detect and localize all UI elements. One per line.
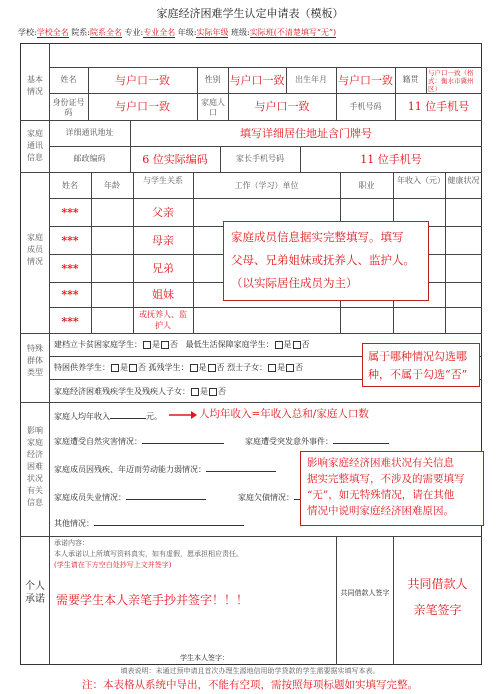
factors-note-line: 据实完整填写，不涉及的需要填写: [307, 473, 465, 485]
unemploy-label: 家庭成员失业情况：: [54, 493, 126, 502]
address-value[interactable]: 填写详细居住地址含门牌号: [240, 127, 372, 140]
contact-section-label: 家庭通讯信息: [27, 129, 43, 162]
school-label: 学校:: [18, 28, 37, 37]
promise-title: 承诺内容：: [54, 539, 89, 547]
coborrower-note: 共同借款人: [407, 577, 468, 591]
unemploy-input[interactable]: [126, 491, 206, 500]
grade-label: 年级:: [177, 28, 197, 37]
illness-label: 家庭成员因残疾、年迈而劳动能力弱情况：: [54, 465, 206, 474]
member-name[interactable]: ***: [61, 234, 79, 247]
checkbox-yes[interactable]: [143, 341, 151, 349]
members-section-label: 家庭成员情况: [27, 233, 43, 266]
promise-writing-area[interactable]: [54, 578, 332, 638]
factors-section-label: 影响家庭经济困难状况有关信息: [27, 426, 43, 507]
checkbox-no[interactable]: [209, 388, 217, 396]
yes-label: 是: [283, 340, 292, 349]
accident-row: [245, 435, 389, 446]
special-item-label: 最低生活保障家庭学生：: [185, 340, 274, 349]
id-value[interactable]: 与户口一致: [115, 100, 170, 113]
major-field[interactable]: 专业全名: [143, 28, 176, 37]
class-label: 班级:: [231, 28, 250, 37]
member-relation[interactable]: 兄弟: [152, 262, 174, 275]
checkbox-no[interactable]: [161, 341, 169, 349]
checkbox-yes[interactable]: [268, 364, 276, 372]
header-job: 职业: [358, 181, 375, 190]
accident-input[interactable]: [333, 435, 389, 444]
checkbox-yes[interactable]: [111, 364, 119, 372]
gender-value[interactable]: 与户口一致: [229, 74, 285, 87]
no-label: 否: [301, 340, 310, 349]
special-note-line: 种，不属于勾选“否”: [368, 368, 468, 381]
factors-note-line: “无”，如无特殊情况，请在其他: [307, 489, 455, 501]
header-health: 健康状况: [447, 176, 480, 185]
yes-label: 是: [200, 387, 208, 396]
warning-note: 注：本表格从系统中导出，不能有空项，需按照每项标题如实填写完整。: [82, 679, 418, 691]
no-label: 否: [216, 363, 225, 372]
income-row: [54, 410, 162, 421]
other-label: 其他情况：: [54, 519, 94, 528]
name-value[interactable]: 与户口一致: [115, 74, 170, 87]
origin-label: 籍贯: [402, 75, 419, 84]
school-line: [18, 29, 336, 38]
hukou-value[interactable]: 与户口一致: [254, 100, 310, 113]
members-note-line: （以实际居住成员为主）: [231, 276, 358, 290]
special-note-box: [362, 343, 480, 387]
page-title: 家庭经济困难学生认定申请表（模板）: [156, 7, 344, 20]
income-note: 人均年收入=年收入总和/家庭人口数: [199, 408, 369, 420]
parent-phone-value[interactable]: 11 位手机号: [360, 153, 422, 166]
income-unit: 元。: [146, 412, 162, 421]
fill-note: 填表说明：未通过预申请且首次办理生源地信用助学贷款的学生需要据实填写本表。: [120, 667, 380, 675]
yes-label: 是: [120, 363, 128, 372]
special-note-line: 属于哪种情况勾选哪: [368, 350, 467, 363]
members-note-line: 父母、兄弟姐妹或抚养人、监护人。: [231, 253, 415, 267]
postal-label: 邮政编码: [73, 154, 106, 163]
disaster-input[interactable]: [142, 435, 224, 444]
special-row-3: [54, 388, 226, 396]
coborrower-note: 亲笔签字: [413, 603, 462, 617]
factors-note-box: [300, 451, 484, 526]
debt-row: [238, 491, 302, 502]
disaster-row: [54, 435, 224, 446]
illness-row: [54, 463, 276, 474]
postal-value[interactable]: 6 位实际编码: [142, 153, 208, 166]
header-relation: 与学生关系: [143, 176, 183, 185]
accident-label: 家庭遭受突发意外事件：: [245, 437, 333, 446]
members-note-box: [223, 221, 429, 301]
special-item-label: 孤残学生：: [148, 363, 189, 372]
school-field[interactable]: 学校全名: [36, 28, 69, 37]
members-note-line: 家庭成员信息据实完整填写。填写: [231, 230, 404, 244]
header-work: 工作（学习）单位: [234, 181, 299, 190]
yes-label: 是: [198, 363, 207, 372]
birth-label: 出生年月: [295, 75, 327, 84]
basic-section-label: 基本情况: [27, 75, 43, 96]
id-label: 身份证号码: [52, 98, 85, 117]
no-label: 否: [218, 387, 226, 396]
member-name[interactable]: ***: [61, 262, 79, 275]
no-label: 否: [170, 340, 178, 349]
unemploy-row: [54, 491, 206, 502]
special-section-label: 特殊群体类型: [27, 344, 43, 377]
grade-field[interactable]: 实际年级: [196, 28, 229, 37]
special-row-1: [54, 341, 310, 349]
member-relation[interactable]: 父亲: [152, 206, 174, 219]
yes-label: 是: [277, 363, 286, 372]
special-row-2: [54, 364, 303, 372]
special-item-label: 家庭经济困难残疾学生及残疾人子女：: [54, 387, 190, 396]
major-label: 专业:: [124, 28, 144, 37]
dept-field[interactable]: 院系全名: [89, 28, 122, 37]
checkbox-yes[interactable]: [190, 364, 198, 372]
origin-value[interactable]: 与户口一致（格式：衡水市冀州区）: [428, 69, 474, 93]
checkbox-no[interactable]: [293, 341, 301, 349]
copy-hint: (学生请在下方空白处抄写上文并签字): [54, 561, 172, 569]
yes-label: 是: [152, 340, 160, 349]
checkbox-no[interactable]: [208, 364, 216, 372]
income-label: 家庭人均年收入: [54, 412, 110, 421]
illness-input[interactable]: [206, 463, 276, 472]
header-age: 年龄: [104, 181, 120, 190]
no-label: 否: [138, 363, 146, 372]
birth-value[interactable]: 与户口一致: [338, 74, 393, 87]
checkbox-no[interactable]: [286, 364, 294, 372]
special-item-label: 烈士子女：: [227, 363, 268, 372]
gender-label: 性别: [204, 75, 221, 84]
phone-label: 手机号码: [349, 102, 382, 111]
header-name: 姓名: [62, 181, 78, 190]
phone-value[interactable]: 11 位手机号: [407, 100, 470, 113]
debt-label: 家庭欠债情况：: [238, 493, 294, 502]
parent-phone-label: 家长手机号码: [236, 154, 284, 163]
checkbox-yes[interactable]: [191, 388, 199, 396]
name-label: 姓名: [60, 75, 77, 84]
header-income: 年收入（元）: [397, 176, 445, 185]
member-relation[interactable]: 姐妹: [152, 288, 174, 301]
hukou-label: 家庭人口: [201, 98, 225, 117]
special-item-label: 建档立卡贫困家庭学生：: [54, 340, 142, 349]
checkbox-yes[interactable]: [275, 341, 283, 349]
other-input[interactable]: [94, 517, 244, 526]
special-item-label: 特困供养学生：: [54, 363, 110, 372]
address-label: 详细通讯地址: [65, 128, 114, 137]
student-sign-label: 学生本人签字：: [180, 654, 229, 662]
no-label: 否: [295, 363, 304, 372]
dept-label: 院系:: [71, 28, 90, 37]
sign-note: 需要学生本人亲笔手抄并签字！！！: [56, 593, 249, 607]
coborrower-label: 共同借款人签字: [340, 589, 390, 597]
other-row: [54, 517, 244, 528]
disaster-label: 家庭遭受自然灾害情况：: [54, 437, 142, 446]
member-name[interactable]: ***: [61, 206, 79, 219]
promise-text: 本人承诺以上所填写资料真实，如有虚假，愿承担相应责任。: [54, 550, 243, 558]
factors-note-line: 影响家庭经济困难状况有关信息: [307, 457, 454, 469]
member-relation[interactable]: 或抚养人、监护人: [139, 310, 187, 330]
member-name[interactable]: ***: [61, 288, 79, 301]
class-field[interactable]: 实际班(不清楚填写“无”): [249, 28, 337, 37]
promise-section-label: 个人承诺: [25, 581, 45, 605]
member-relation[interactable]: 母亲: [152, 234, 174, 247]
factors-note-line: 情况中说明家庭经济困难原因。: [307, 505, 454, 517]
member-name[interactable]: ***: [61, 315, 79, 328]
income-input[interactable]: [110, 410, 146, 419]
checkbox-no[interactable]: [129, 364, 137, 372]
arrow-right-icon: [168, 410, 198, 420]
